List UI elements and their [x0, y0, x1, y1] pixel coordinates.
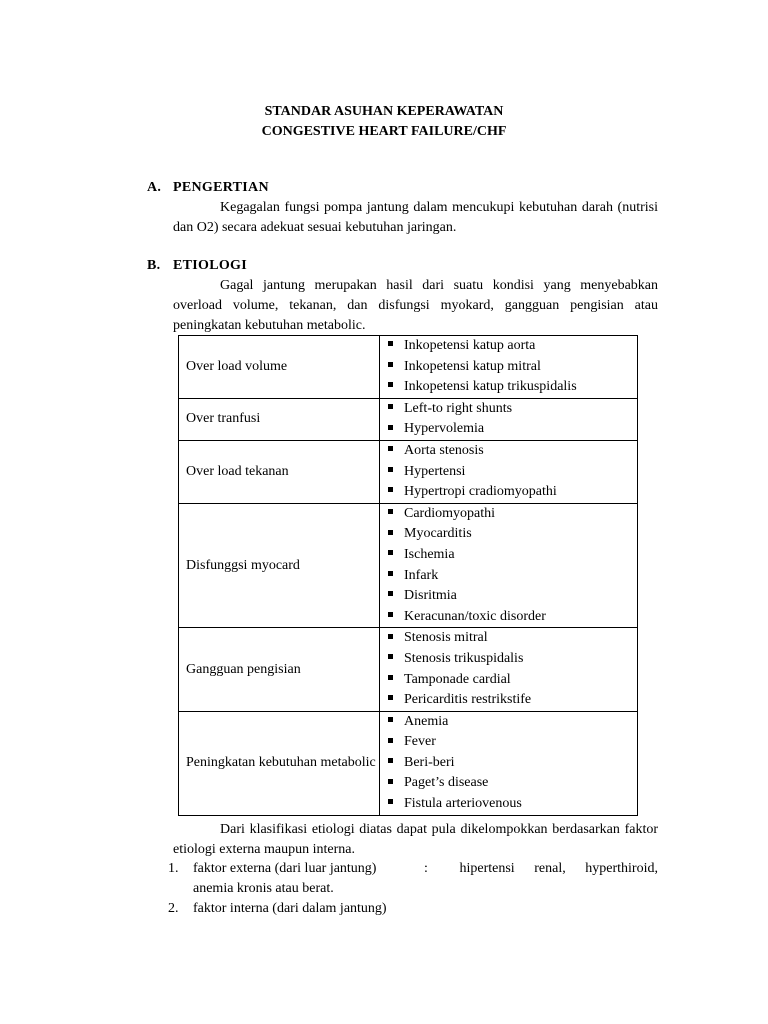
table-row: [179, 398, 638, 440]
list-item: Hypertropi cradiomyopathi: [388, 482, 637, 503]
list-number: 2.: [168, 901, 179, 916]
list-item: Hypervolemia: [388, 419, 637, 440]
section-b-heading: [147, 258, 247, 274]
cause-cell: Over load tekanan: [179, 440, 380, 503]
bullet-icon: [388, 779, 393, 784]
bullet-icon: [388, 799, 393, 804]
bullet-icon: [388, 425, 393, 430]
list-item: Anemia: [388, 712, 637, 733]
section-a-letter: A.: [147, 180, 162, 195]
list-item: Left-to right shunts: [388, 399, 637, 420]
bullet-icon: [388, 341, 393, 346]
cause-cell: Gangguan pengisian: [179, 628, 380, 711]
table-row: [179, 711, 638, 815]
list-item: Pericarditis restrikstife: [388, 690, 637, 711]
bullet-icon: [388, 571, 393, 576]
classification-intro: Dari klasifikasi etiologi diatas dapat pula dikelompokkan berdasarkan faktor etiologi externa maupun interna.: [173, 822, 658, 857]
cause-cell: Peningkatan kebutuhan metabolic: [179, 711, 380, 815]
list-item: [168, 899, 658, 919]
list-item: Inkopetensi katup aorta: [388, 336, 637, 357]
bullet-icon: [388, 738, 393, 743]
bullet-icon: [388, 404, 393, 409]
factor-word: hipertensi: [459, 861, 515, 876]
table-row: [179, 336, 638, 399]
factor-list: [168, 859, 658, 919]
cause-cell: Over tranfusi: [179, 398, 380, 440]
list-number: 1.: [168, 861, 179, 876]
list-item: Disritmia: [388, 586, 637, 607]
factor-continuation: anemia kronis atau berat.: [193, 881, 334, 896]
bullet-icon: [388, 612, 393, 617]
bullet-icon: [388, 654, 393, 659]
list-item: Hypertensi: [388, 462, 637, 483]
cause-cell: Disfunggsi myocard: [179, 503, 380, 628]
section-b-title: ETIOLOGI: [173, 258, 247, 273]
bullet-icon: [388, 382, 393, 387]
factor-label: faktor externa (dari luar jantung): [193, 861, 377, 876]
bullet-icon: [388, 758, 393, 763]
bullet-icon: [388, 695, 393, 700]
list-item: Fistula arteriovenous: [388, 794, 637, 815]
bullet-icon: [388, 717, 393, 722]
list-item: Stenosis mitral: [388, 628, 637, 649]
etiology-table: [178, 335, 638, 816]
section-a-title: PENGERTIAN: [173, 180, 269, 195]
bullet-icon: [388, 362, 393, 367]
list-item: Paget’s disease: [388, 773, 637, 794]
bullet-icon: [388, 530, 393, 535]
list-item: Stenosis trikuspidalis: [388, 649, 637, 670]
bullet-icon: [388, 467, 393, 472]
factor-word: hyperthiroid,: [585, 861, 658, 876]
bullet-icon: [388, 446, 393, 451]
bullet-icon: [388, 509, 393, 514]
list-item: Ischemia: [388, 545, 637, 566]
list-item: Aorta stenosis: [388, 441, 637, 462]
section-b-body: Gagal jantung merupakan hasil dari suatu kondisi yang menyebabkan overload volume, tekanan, dan disfungsi myokard, gangguan pengisian atau peningkatan kebutuhan metabolic.: [173, 278, 658, 333]
document-title-line1: STANDAR ASUHAN KEPERAWATAN: [264, 104, 504, 119]
section-a-body: Kegagalan fungsi pompa jantung dalam mencukupi kebutuhan darah (nutrisi dan O2) secara adekuat sesuai kebutuhan jaringan.: [173, 200, 658, 235]
list-item: Myocarditis: [388, 524, 637, 545]
table-row: [179, 628, 638, 711]
bullet-icon: [388, 675, 393, 680]
document-title-line2: CONGESTIVE HEART FAILURE/CHF: [261, 124, 507, 139]
list-item: Fever: [388, 732, 637, 753]
list-item: Keracunan/toxic disorder: [388, 607, 637, 628]
list-item: [168, 859, 658, 899]
bullet-icon: [388, 550, 393, 555]
section-b-letter: B.: [147, 258, 161, 273]
factor-label: faktor interna (dari dalam jantung): [193, 901, 387, 916]
section-a-heading: [147, 180, 269, 196]
list-item: Cardiomyopathi: [388, 504, 637, 525]
table-row: [179, 440, 638, 503]
list-item: Tamponade cardial: [388, 670, 637, 691]
list-item: Beri-beri: [388, 753, 637, 774]
list-item: Inkopetensi katup mitral: [388, 357, 637, 378]
bullet-icon: [388, 591, 393, 596]
bullet-icon: [388, 634, 393, 639]
factor-word: renal,: [534, 861, 566, 876]
bullet-icon: [388, 487, 393, 492]
factor-colon: :: [424, 861, 428, 876]
table-row: [179, 503, 638, 628]
list-item: Inkopetensi katup trikuspidalis: [388, 377, 637, 398]
list-item: Infark: [388, 566, 637, 587]
cause-cell: Over load volume: [179, 336, 380, 399]
